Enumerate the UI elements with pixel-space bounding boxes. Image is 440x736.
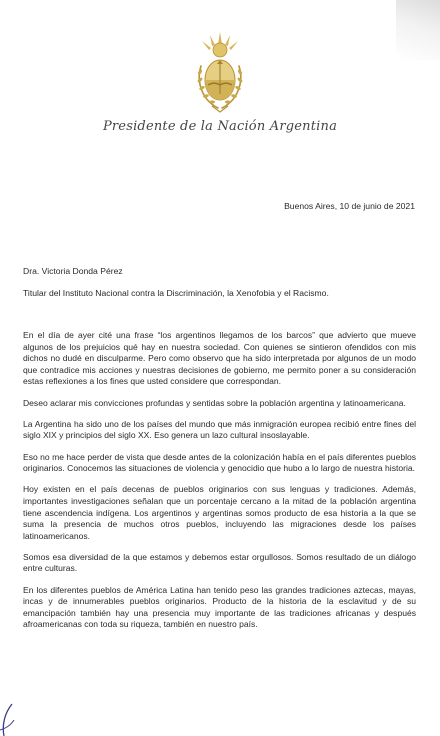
national-coat-of-arms-icon <box>188 30 252 114</box>
letter-body <box>23 330 416 641</box>
body-paragraph: La Argentina ha sido uno de los países del mundo que más inmigración europea recibió entre fines del siglo XIX y principios del siglo XX. Eso genera un lazo cultural insoslayable. <box>23 418 416 441</box>
body-paragraph: Hoy existen en el país decenas de pueblos originarios con sus lenguas y tradiciones. Además, importantes investigaciones señalan que un porcentaje cercano a la mitad de la población argentina tiene ascendencia indígena. Los argentinos y argentinas somos producto de esa historia a la que se suma la presencia de muchos otros pueblos, incluyendo las migraciones desde los países latinoamericanos. <box>23 484 416 541</box>
body-paragraph: Eso no me hace perder de vista que desde antes de la colonización había en el país diferentes pueblos originarios. Conocemos las situaciones de violencia y genocidio que hubo a lo largo de nuestra historia. <box>23 451 416 474</box>
body-paragraph: Deseo aclarar mis convicciones profundas y sentidas sobre la población argentina y latinoamericana. <box>23 397 406 408</box>
recipient-title: Titular del Instituto Nacional contra la Discriminación, la Xenofobia y el Racismo. <box>23 288 329 298</box>
body-paragraph: En el día de ayer cité una frase “los argentinos llegamos de los barcos” que advierto que mueve algunos de los prejuicios qué hay en nuestra sociedad. Con quienes se sintieron ofendidos con mis dichos no dudé en disculparme. Pero como observo que ha sido interpretada por algunos de un modo que contradice mis acciones y nuestras decisiones de gobierno, me permito poner a su consideración estas reflexiones a los fines que usted considere que correspondan. <box>23 330 416 387</box>
body-paragraph: Somos esa diversidad de la que estamos y debemos estar orgullosos. Somos resultado de un diálogo entre culturas. <box>23 551 416 574</box>
letterhead-title: Presidente de la Nación Argentina <box>102 119 338 134</box>
page-shadow <box>396 0 440 60</box>
signature-stroke <box>0 696 40 736</box>
letter-date: Buenos Aires, 10 de junio de 2021 <box>284 201 415 211</box>
recipient-name: Dra. Victoria Donda Pérez <box>23 266 123 276</box>
body-paragraph: En los diferentes pueblos de América Latina han tenido peso las grandes tradiciones aztecas, mayas, incas y de innumerables pueblos originarios. Producto de la historia de la esclavitud y de su emancipación también hay una presencia muy importante de las tradiciones africanas y después afroamericanas con toda su riqueza, también en nuestro país. <box>23 584 416 630</box>
